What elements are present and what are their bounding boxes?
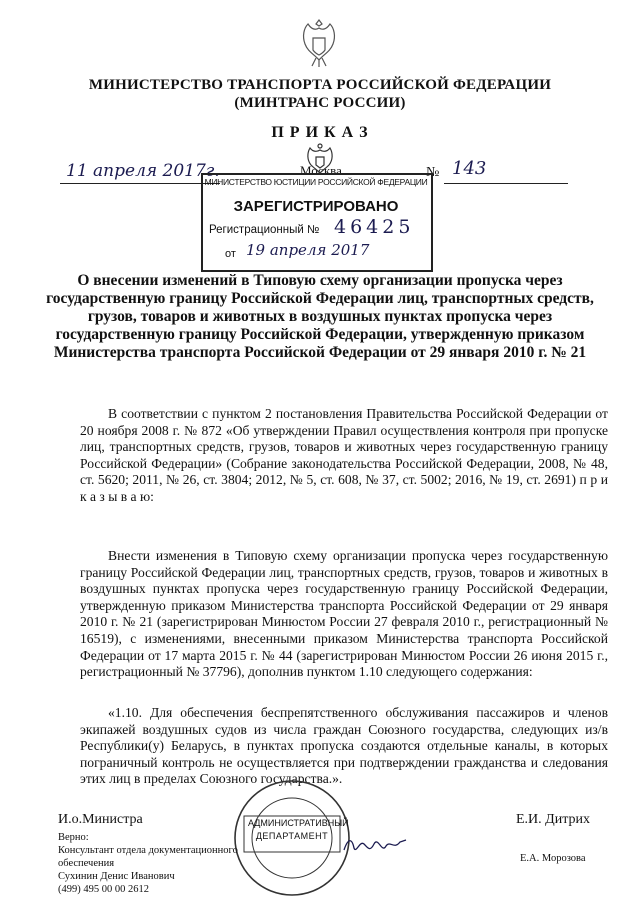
stamp-date-value: 19 апреля 2017 — [246, 241, 370, 259]
copy-position: Консультант отдела документационного обеспечения — [58, 845, 238, 869]
order-title-line: государственную границу Российской Федерации лиц, транспортных средств, — [46, 290, 594, 307]
stamp-date-label: от — [225, 248, 236, 260]
coat-of-arms-emblem — [296, 14, 342, 70]
stamp-title: ЗАРЕГИСТРИРОВАНО — [233, 198, 399, 215]
stamp-reg-number: 46425 — [334, 216, 415, 238]
order-paragraph: Внести изменения в Типовую схему организации пропуска через государственную границу Российской Федерации лиц, транспортных средств, грузов, товаров и животных в воздушных пунктах пропуска через государственную границу Российской Федерации, утвержденную приказом Министерства транспорта Российской Федерации от 29 января 2010 г. № 21 (зарегистрирован Минюстом России 27 февраля 2010 г., регистрационный № 16519), с изменениями, внесенными приказом Министерства транспорта Российской Федерации от 17 марта 2015 г. № 44 (зарегистрирован Минюстом России 26 июня 2015 г., регистрационный № 37796), дополнив пунктом 1.10 следующего содержания: — [80, 548, 608, 680]
signatory-position: И.о.Министра — [58, 812, 143, 827]
number-underline — [444, 183, 568, 184]
order-title-line: Министерства транспорта Российской Федерации от 29 января 2010 г. № 21 — [53, 344, 587, 361]
date-underline — [60, 183, 220, 184]
amendment-paragraph: «1.10. Для обеспечения беспрепятственного обслуживания пассажиров и членов экипажей воздушных судов из числа граждан Союзного государства, следующих из/в Республики(у) Беларусь, в пунктах пропуска создаются отдельные каналы, в которых пограничный контроль не осуществляется при подтверждении гражданства и следования этих лиц в пределах Союзного государства.». — [80, 705, 608, 787]
city: Москва — [300, 163, 342, 178]
stamp-reg-label: Регистрационный № — [209, 224, 320, 236]
stamp-emblem-icon — [302, 140, 338, 176]
order-title-line: О внесении изменений в Типовую схему организации пропуска через — [77, 272, 563, 289]
handwritten-signature — [340, 832, 410, 858]
certifier-name: Е.А. Морозова — [520, 853, 586, 864]
copy-verno: Верно: — [58, 832, 89, 843]
order-date: 11 апреля 2017г. — [66, 161, 220, 181]
preamble-paragraph: В соответствии с пунктом 2 постановления Правительства Российской Федерации от 20 ноября 2008 г. № 872 «Об утверждении Правил осуществления контроля при пропуске лиц, транспортных средств, грузов, товаров и животных через государственную границу Российской Федерации» (Собрание законодательства Российской Федерации, 2008, № 48, ст. 5620; 2011, № 26, ст. 3804; 2012, № 5, ст. 608, № 37, ст. 5002; 2016, № 19, ст. 2691) п р и к а з ы в а ю: — [80, 406, 608, 504]
order-number-label: № — [426, 165, 440, 180]
copy-person: Сухинин Денис Иванович — [58, 871, 175, 882]
ministry-short-name: (МИНТРАНС РОССИИ) — [234, 95, 406, 111]
copy-phone: (499) 495 00 00 2612 — [58, 884, 149, 895]
document-type: П Р И К А З — [271, 124, 369, 141]
stamp-department-line2: ДЕПАРТАМЕНТ — [255, 831, 329, 841]
stamp-department-line1: АДМИНИСТРАТИВНЫЙ — [248, 818, 349, 828]
copy-note — [58, 831, 258, 896]
stamp-org: МИНИСТЕРСТВО ЮСТИЦИИ РОССИЙСКОЙ ФЕДЕРАЦИИ — [204, 177, 428, 187]
order-title-line: государственную границу Российской Федерации, утвержденную приказом — [55, 326, 585, 343]
order-title-line: грузов, товаров и животных в воздушных пунктах пропуска через — [87, 308, 553, 325]
ministry-name: МИНИСТЕРСТВО ТРАНСПОРТА РОССИЙСКОЙ ФЕДЕРАЦИИ — [88, 77, 552, 93]
signatory-name: Е.И. Дитрих — [516, 812, 590, 827]
order-number: 143 — [452, 158, 487, 179]
